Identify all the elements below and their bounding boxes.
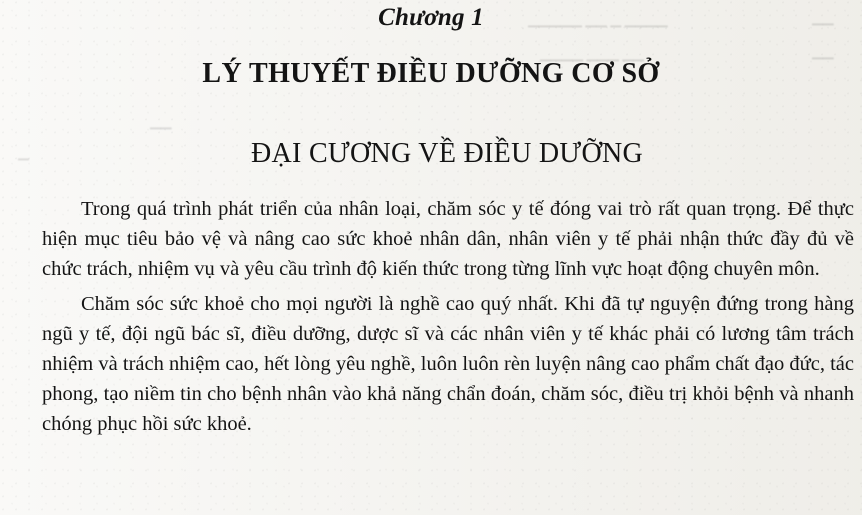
show-through-text-mark: ▁▁ [150, 115, 172, 130]
show-through-text-mark: ▁▁ [812, 45, 834, 60]
show-through-text-mark: ▁ [18, 146, 29, 161]
body-text [42, 194, 854, 439]
show-through-text-mark: ▁▁▁▁▁ ▁▁ ▁ ▁▁▁▁ [528, 13, 668, 28]
show-through-text-mark: ▁▁ [812, 11, 834, 26]
body-paragraph-2: Chăm sóc sức khoẻ cho mọi người là nghề cao quý nhất. Khi đã tự nguyện đứng trong hàng ngũ y tế, đội ngũ bác sĩ, điều dưỡng, dược sĩ và các nhân viên y tế khác phải có lương tâm trách nhiệm và trách nhiệm cao, hết lòng yêu nghề, luôn luôn rèn luyện nâng cao phẩm chất đạo đức, tác phong, tạo niềm tin cho bệnh nhân vào khả năng chẩn đoán, chăm sóc, điều trị khỏi bệnh và nhanh chóng phục hồi sức khoẻ. [42, 293, 854, 435]
chapter-number-heading: Chương 1 [378, 4, 484, 31]
show-through-text-mark: ▁▁▁▁ ▁▁▁ ▁▁ [540, 47, 644, 62]
body-paragraph-1: Trong quá trình phát triển của nhân loại, chăm sóc y tế đóng vai trò rất quan trọng. Để thực hiện mục tiêu bảo vệ và nâng cao sức khoẻ nhân dân, nhân viên y tế phải nhận thức đầy đủ về chức trách, nhiệm vụ và yêu cầu trình độ kiến thức trong từng lĩnh vực hoạt động chuyên môn. [42, 198, 854, 280]
section-title-heading: ĐẠI CƯƠNG VỀ ĐIỀU DƯỠNG [250, 138, 644, 169]
chapter-title-heading: LÝ THUYẾT ĐIỀU DƯỠNG CƠ SỞ [202, 58, 660, 89]
